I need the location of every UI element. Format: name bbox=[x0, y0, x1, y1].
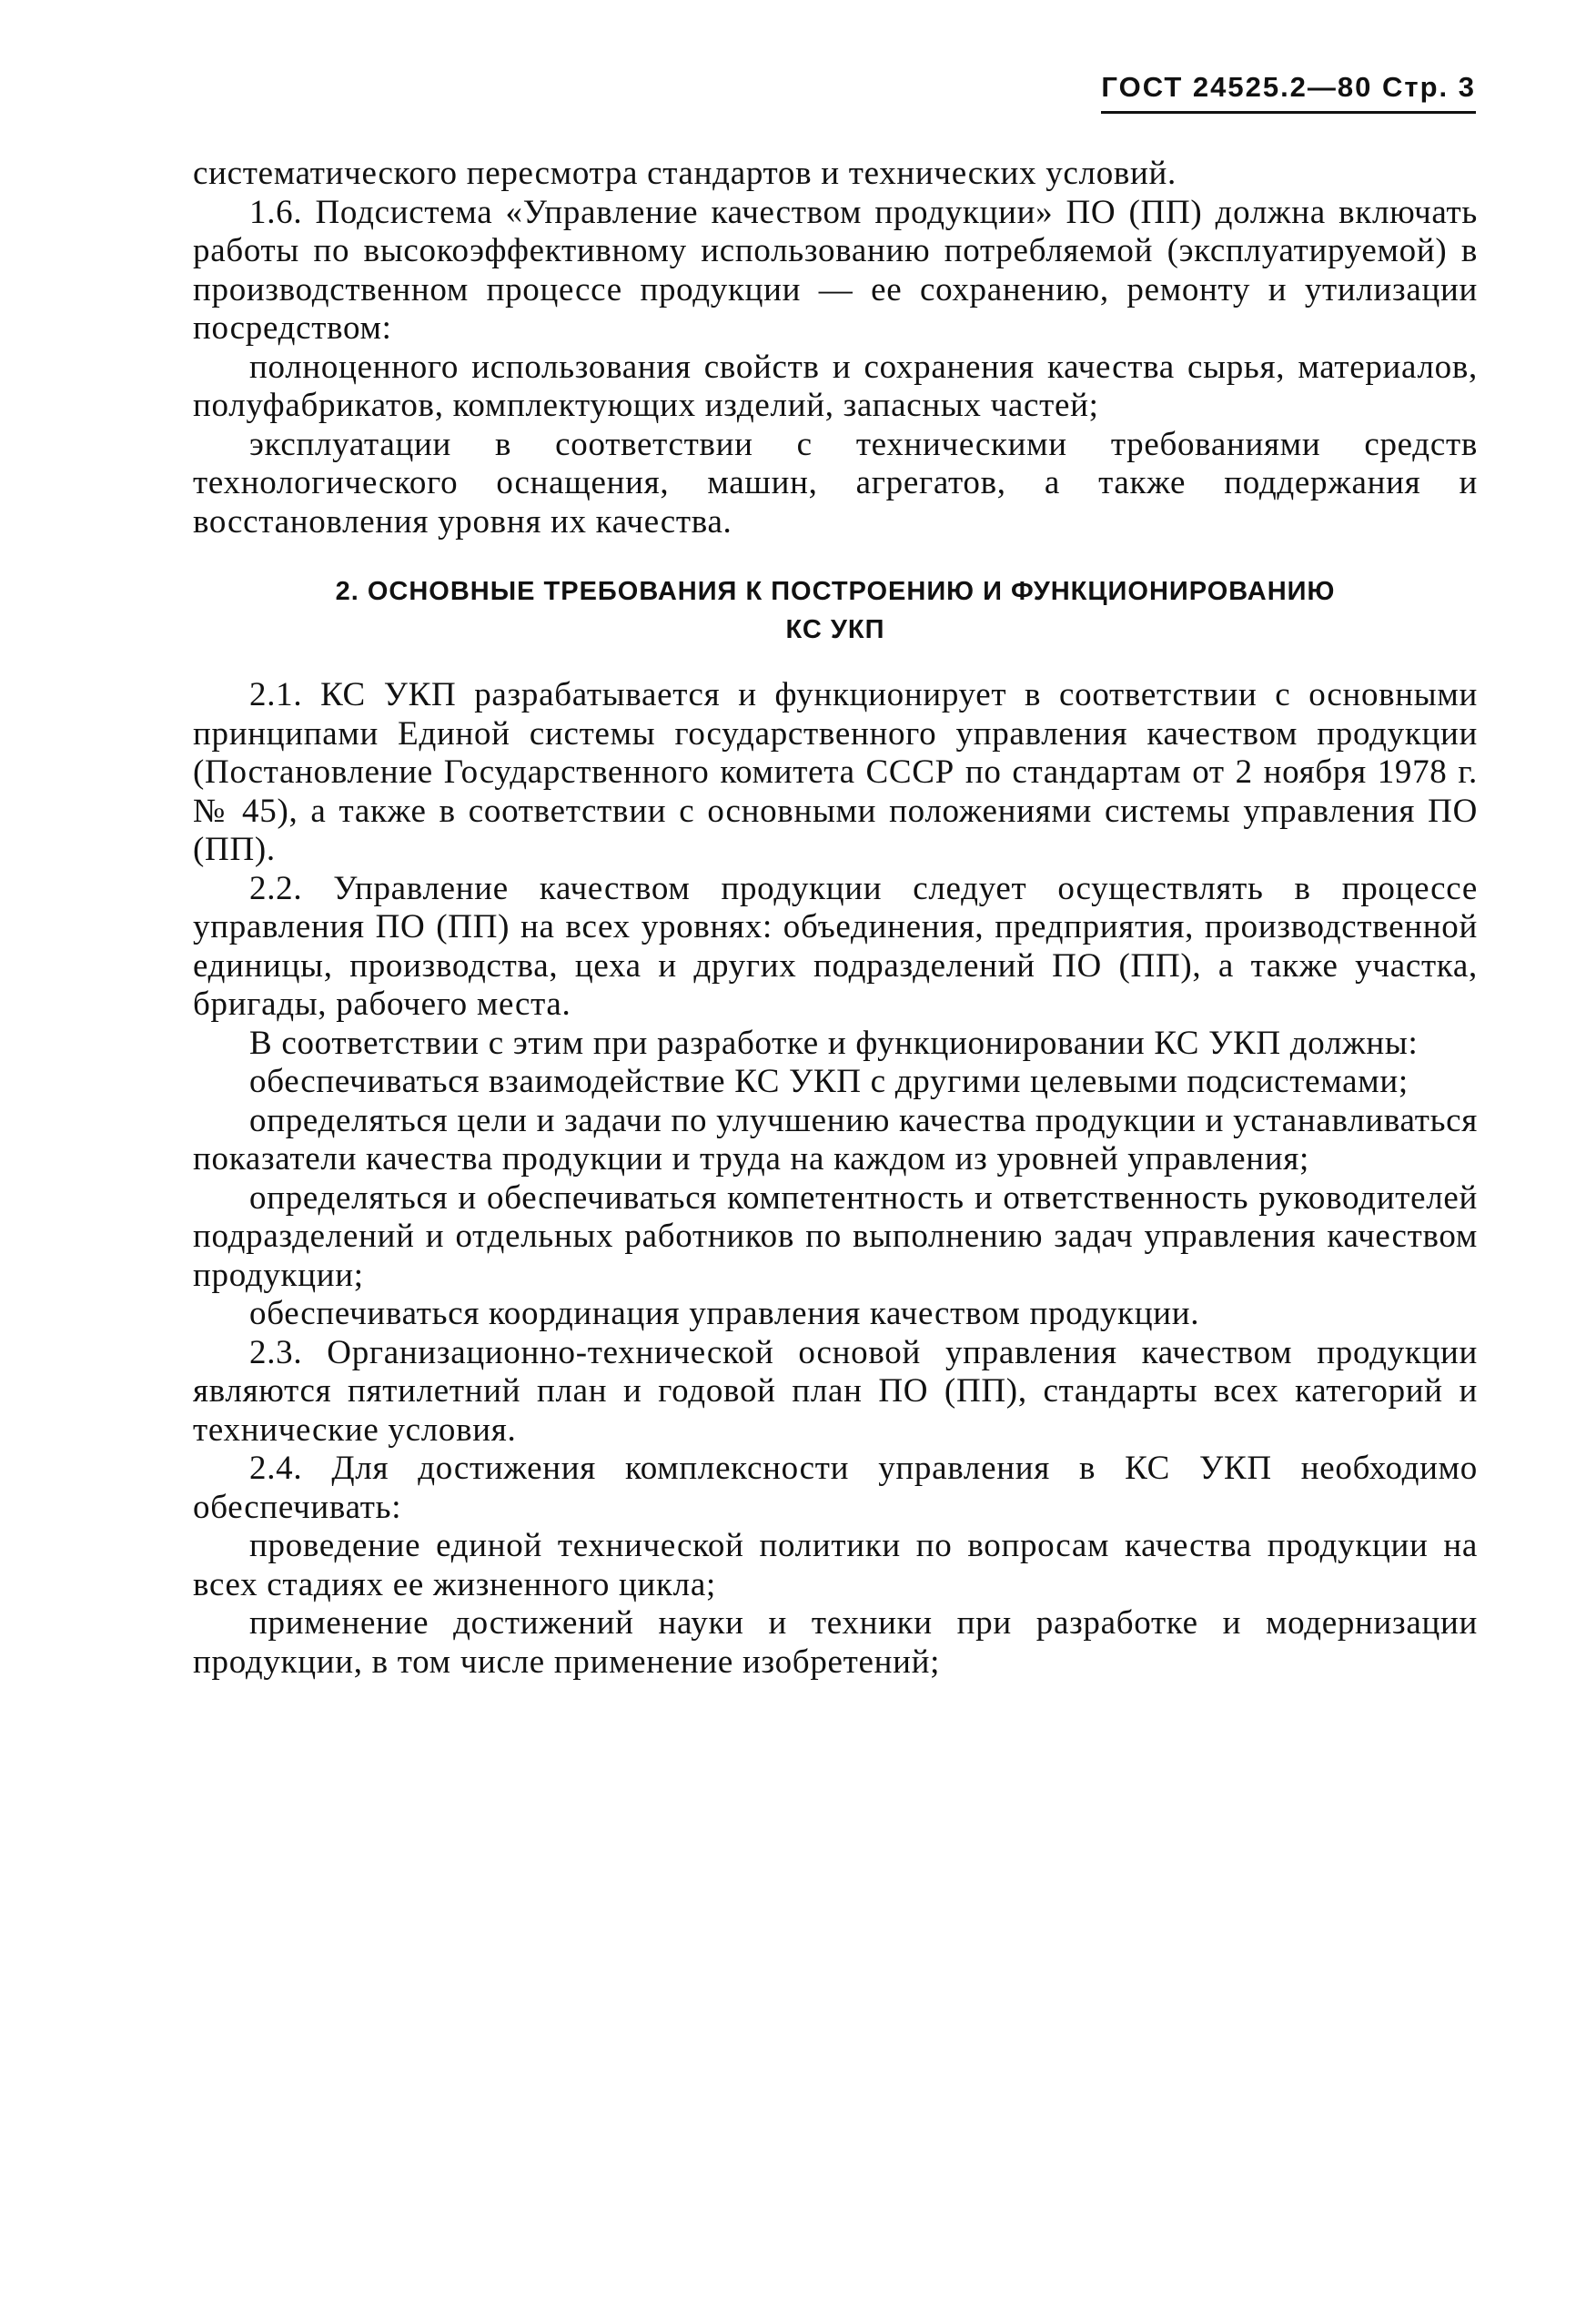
paragraph-list-item: определяться цели и задачи по улучшению качества продукции и устанавливаться показатели качества продукции и труда на каждом из уровней управления; bbox=[193, 1101, 1478, 1178]
paragraph-list-item: проведение единой технической политики по вопросам качества продукции на всех стадиях ее жизненного цикла; bbox=[193, 1527, 1478, 1603]
paragraph-list-item: эксплуатации в соответствии с техническими требованиями средств технологического оснащения, машин, агрегатов, а также поддержания и восстановления уровня их качества. bbox=[193, 425, 1478, 541]
paragraph-continuation: систематического пересмотра стандартов и технических условий. bbox=[193, 155, 1177, 192]
paragraph-intro: В соответствии с этим при разработке и функционировании КС УКП должны: bbox=[249, 1024, 1419, 1062]
section-heading bbox=[193, 572, 1478, 649]
document-body bbox=[193, 155, 1478, 1682]
page-header: ГОСТ 24525.2—80 Стр. 3 bbox=[1101, 71, 1476, 114]
paragraph-1-6: 1.6. Подсистема «Управление качеством продукции» ПО (ПП) должна включать работы по высокоэффективному использованию потребляемой (эксплуатируемой) в производственном процессе продукции — ее сохранению, ремонту и утилизации посредством: bbox=[193, 193, 1478, 347]
paragraph-list-item: применение достижений науки и техники при разработке и модернизации продукции, в том числе применение изобретений; bbox=[193, 1604, 1478, 1681]
paragraph-list-item: полноценного использования свойств и сохранения качества сырья, материалов, полуфабрикатов, комплектующих изделий, запасных частей; bbox=[193, 348, 1478, 424]
paragraph-2-4: 2.4. Для достижения комплексности управления в КС УКП необходимо обеспечивать: bbox=[193, 1450, 1478, 1526]
section-heading-line-1: 2. ОСНОВНЫЕ ТРЕБОВАНИЯ К ПОСТРОЕНИЮ И ФУНКЦИОНИРОВАНИЮ bbox=[335, 577, 1336, 606]
paragraph-list-item: определяться и обеспечиваться компетентность и ответственность руководителей подразделений и отдельных работников по выполнению задач управления качеством продукции; bbox=[193, 1178, 1478, 1294]
section-heading-line-2: КС УКП bbox=[785, 615, 885, 644]
paragraph-2-2: 2.2. Управление качеством продукции следует осуществлять в процессе управления ПО (ПП) на всех уровнях: объединения, предприятия, производственной единицы, производства, цеха и других подразделений ПО (ПП), а также участка, бригады, рабочего места. bbox=[193, 869, 1478, 1023]
paragraph-2-3: 2.3. Организационно-технической основой управления качеством продукции являются пятилетний план и годовой план ПО (ПП), стандарты всех категорий и технические условия. bbox=[193, 1333, 1478, 1449]
paragraph-list-item: обеспечиваться координация управления качеством продукции. bbox=[249, 1295, 1200, 1332]
paragraph-list-item: обеспечиваться взаимодействие КС УКП с другими целевыми подсистемами; bbox=[249, 1063, 1409, 1100]
paragraph-2-1: 2.1. КС УКП разрабатывается и функционирует в соответствии с основными принципами Единой системы государственного управления качеством продукции (Постановление Государственного комитета СССР по стандартам от 2 ноября 1978 г. № 45), а также в соответствии с основными положениями системы управления ПО (ПП). bbox=[193, 676, 1478, 868]
